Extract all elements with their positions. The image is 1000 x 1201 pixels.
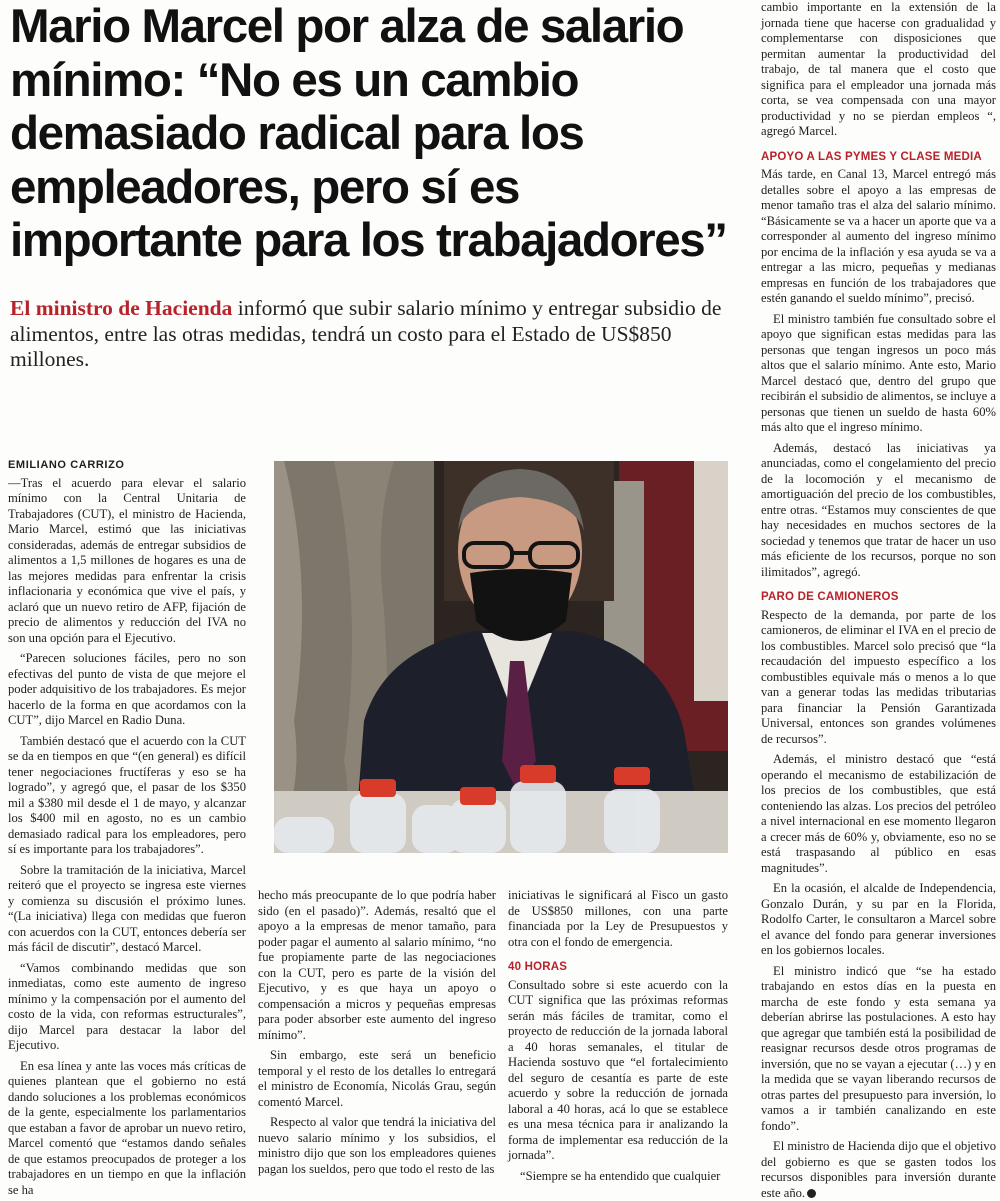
paragraph: En esa línea y ante las voces más críticas de quienes plantean que el gobierno no está dando soluciones a los problemas económicos de la gente, especialmente los parlamentarios que estaban a favor de aprobar un nuevo retiro, Marcel comentó que “estamos dando señales de que estamos preocupados de proteger a los trabajadores en un tiempo en que la inflación se ha bbox=[8, 1058, 246, 1197]
article-photo bbox=[274, 461, 728, 853]
paragraph: También destacó que el acuerdo con la CUT se da en tiempos en que “(en general) es difícil tener negociaciones fructíferas y eso se ha logrado”, y agregó que, el pasar de los $350 mil a $380 mil desde el 1 de mayo, y alcanzar los $400 mil en agosto, no es un cambio demasiado radical para los empleadores, pero sí es importante para los trabajadores”. bbox=[8, 733, 246, 856]
paragraph: Más tarde, en Canal 13, Marcel entregó más detalles sobre el apoyo a las empresas de menor tamaño tras el alza del salario mínimo. “Básicamente se va a hacer un aporte que va a corresponder al aumento del ingreso mínimo por encima de la inflación y esa ayuda se va a entregar a las micro, pequeñas y medianas empresas en función de los trabajadores que estén ganando el sueldo mínimo”, precisó. bbox=[761, 167, 996, 305]
paragraph: El ministro también fue consultado sobre el apoyo que significan estas medidas para las personas que tengan ingresos un poco más altos que el salario mínimo. Ante esto, Mario Marcel destacó que, dentro del grupo que recibirán el subsidio de alimentos, se incluye a personas que tienen un sueldo de hasta 60% más alto que el ingreso mínimo. bbox=[761, 311, 997, 434]
section-heading: APOYO A LAS PYMES Y CLASE MEDIA bbox=[761, 150, 982, 163]
paragraph: —Tras el acuerdo para elevar el salario mínimo con la Central Unitaria de Trabajadores (CUT), el ministro de Hacienda, Mario Marcel, estimó que las iniciativas consideradas, además de entregar subsidios de alimentos a 1,5 millones de hogares es una de las mejores medidas para enfrentar la crisis inflacionaria y económica que vive el país, y aclaró que un nuevo retiro de AFP, fijación de precio de alimentos y reducción del IVA no son una opción para el Ejecutivo. bbox=[8, 475, 246, 645]
paragraph: hecho más preocupante de lo que podría haber sido (en el pasado)”. Además, resaltó que el apoyo a la empresas de menor tamaño, para poder pagar el aumento al salario mínimo, “no fue propiamente parte de las negociaciones con la CUT, pero es parte de la visión del Ejecutivo, y es que haya un apoyo o compensación a micros y pequeñas empresas para poder absorber este aumento del ingreso mínimo”. bbox=[258, 888, 496, 1042]
article-column-3 bbox=[508, 888, 728, 1183]
paragraph: El ministro indicó que “se ha estado trabajando en estos días en la puesta en marcha de este fondo y esta semana ya deberían abrirse las postulaciones. A esto hay que agregar que también está la posibilidad de reasignar recursos desde otros programas de inversión, que no se vayan a ejecutar (…) y en la medida que se vayan liberando recursos de otras partes del presupuesto para inversión, lo vamos a ir también canalizando en este fondo”. bbox=[761, 963, 996, 1133]
article-lead bbox=[10, 296, 745, 373]
article-column-4 bbox=[761, 0, 997, 1200]
paragraph: Consultado sobre si este acuerdo con la CUT significa que las próximas reformas serán más fáciles de tramitar, como el proyecto de reducción de la jornada laboral a 40 horas semanales, el titular de Hacienda sostuvo que “el fortalecimiento del seguro de cesantía es parte de este acuerdo y sobre la reducción de jornada laboral a 40 horas, acá lo que se establece es una mesa técnica para ir analizando la forma de implementar esa reducción de la jornada”. bbox=[508, 977, 728, 1162]
paragraph: Sin embargo, este será un beneficio temporal y el resto de los detalles lo entregará el ministro de Economía, Nicolás Grau, según comentó Marcel. bbox=[258, 1048, 496, 1109]
paragraph: Sobre la tramitación de la iniciativa, Marcel reiteró que el proyecto se ingresa este viernes y comienza su discusión el próximo lunes. “(La iniciativa) llega con medidas que fueron con acuerdos con la CUT, entonces debería ser más fácil de discutir”, destacó Marcel. bbox=[8, 862, 246, 954]
paragraph: “Vamos combinando medidas que son inmediatas, como este aumento de ingreso mínimo y la compensación por el aumento del costo de la vida, con reformas estructurales”, dijo Marcel para destacar la labor del Ejecutivo. bbox=[8, 960, 246, 1052]
paragraph: “Siempre se ha entendido que cualquier bbox=[520, 1168, 721, 1183]
article-column-1 bbox=[8, 458, 246, 1197]
paragraph: iniciativas le significará al Fisco un gasto de US$850 millones, con una parte financiada por la Ley de Presupuestos y otra con el fondo de emergencia. bbox=[508, 888, 728, 949]
article-headline: Mario Marcel por alza de salario mínimo: “No es un cambio demasiado radical para los empleadores, pero sí es importante para los trabajadores” bbox=[10, 0, 727, 267]
section-heading: 40 HORAS bbox=[508, 961, 568, 973]
paragraph: cambio importante en la extensión de la jornada tiene que hacerse con gradualidad y complementarse con disposiciones que permitan aumentar la productividad del trabajo, de tal manera que el costo que significa para el empleador una jornada más corta, se vea compensada con una mayor productividad y no se pierdan empleos “, agregó Marcel. bbox=[761, 0, 996, 138]
photo-illustration bbox=[274, 461, 728, 853]
byline: EMILIANO CARRIZO bbox=[8, 459, 125, 471]
article-column-2 bbox=[258, 888, 496, 1176]
paragraph: Respecto al valor que tendrá la iniciativa del nuevo salario mínimo y los subsidios, el ministro dijo que son los empleadores quienes pagan los sueldos, pero que todo el resto de las bbox=[258, 1115, 496, 1176]
paragraph: Además, destacó las iniciativas ya anunciadas, como el congelamiento del precio de la locomoción y el mecanismo de amortiguación del precio de los combustibles, entre otras. “Estamos muy conscientes de que hay necesidades en muchos sectores de la sociedad y tenemos que tratar de hacer un uso más eficiente de los recursos, porque no son ilimitados”, agregó. bbox=[761, 440, 996, 579]
paragraph-text: El ministro de Hacienda dijo que el objetivo del gobierno es que se gasten todos los recursos disponibles para inversión durante este año. bbox=[761, 1139, 996, 1200]
section-heading: PARO DE CAMIONEROS bbox=[761, 591, 899, 603]
lead-text: informó que subir salario mínimo y entregar subsidio de alimentos, entre las otras medidas, tendrá un costo para el Estado de US$850 millones. bbox=[10, 296, 722, 371]
paragraph: En la ocasión, el alcalde de Independencia, Gonzalo Durán, y su par en la Florida, Rodolfo Carter, le consultaron a Marcel sobre el avance del fondo para generar inversiones en los gobiernos locales. bbox=[761, 881, 996, 957]
lead-highlight: El ministro de Hacienda bbox=[10, 296, 233, 320]
paragraph: Respecto de la demanda, por parte de los camioneros, de eliminar el IVA en el precio de los combustibles. Marcel solo precisó que “la recaudación del impuesto específico a los combustibles equivale más o menos a lo que van a generar todas las medidas tributarias para financiar la Pensión Garantizada Universal, entonces son grandes volúmenes de recursos”. bbox=[761, 607, 996, 746]
paragraph: “Parecen soluciones fáciles, pero no son efectivas del punto de vista de que mejore el poder adquisitivo de los trabajadores. Es mejor hacerlo de la forma en que acordamos con la CUT”, dijo Marcel en Radio Duna. bbox=[8, 651, 246, 727]
paragraph: Además, el ministro destacó que “está operando el mecanismo de estabilización de los precios de los combustibles, que está conteniendo las alzas. Los precios del petróleo a nivel internacional en ese momento llegaron a crecer más de 60% y, obviamente, eso no se está traspasando al público en esas magnitudes”. bbox=[761, 752, 996, 875]
paragraph bbox=[761, 1139, 996, 1201]
end-of-article-icon bbox=[807, 1189, 816, 1198]
